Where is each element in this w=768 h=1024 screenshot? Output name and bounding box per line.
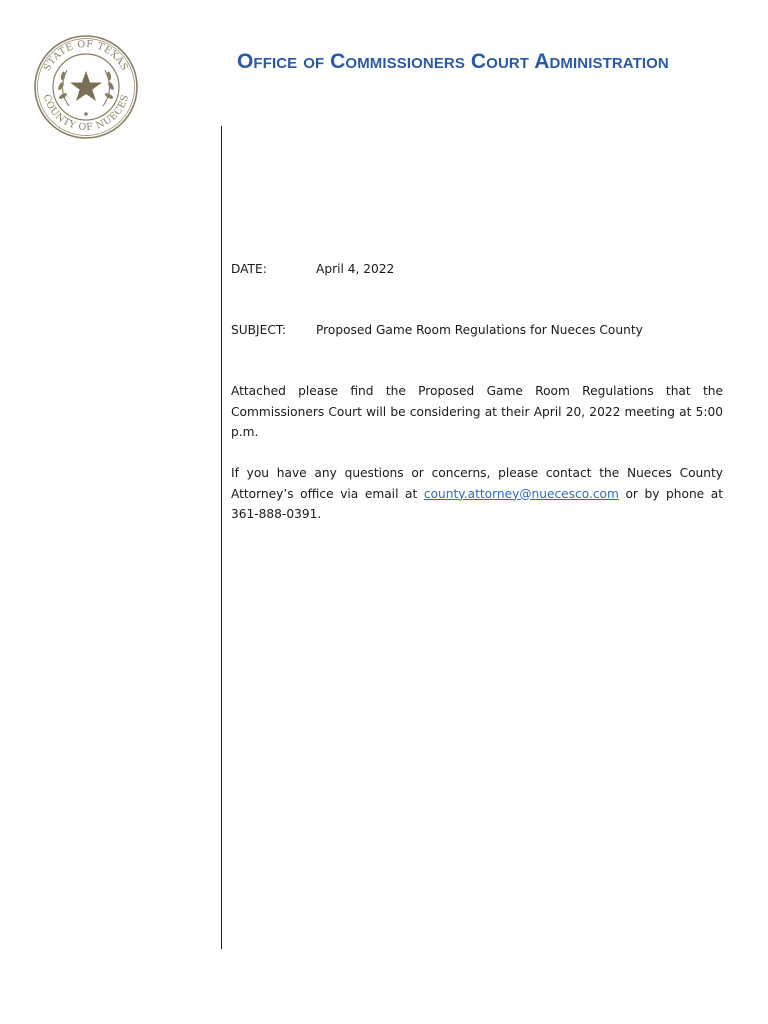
email-link[interactable]: county.attorney@nuecesco.com: [423, 486, 619, 501]
date-row: [231, 259, 723, 280]
subject-row: [231, 320, 723, 341]
star-icon: [70, 71, 102, 101]
body-paragraph-1: Attached please find the Proposed Game Room Regulations that the Commissioners Court will be considering at their April 20, 2022 meeting at 5:00 p.m.: [231, 384, 723, 439]
date-value: April 4, 2022: [316, 262, 395, 276]
svg-text:STATE OF TEXAS: [42, 39, 130, 73]
body-paragraph-2: [231, 463, 723, 525]
subject-label: SUBJECT:: [231, 323, 287, 337]
paragraph-2-text-before: If you have any questions or concerns, please contact the Nueces County Attorney’s office via email at: [231, 466, 723, 501]
subject-value: Proposed Game Room Regulations for Nueces County: [316, 323, 643, 337]
paragraph-2-text-after: or by phone at 361-888-0391.: [231, 486, 723, 521]
date-label: DATE:: [231, 262, 267, 276]
seal-text-bottom: COUNTY OF NUECES: [40, 93, 132, 134]
seal-text-top: STATE OF TEXAS: [41, 38, 131, 73]
vertical-divider: [221, 126, 222, 949]
office-title: Office of Commissioners Court Administration: [237, 50, 669, 73]
county-seal: [33, 34, 139, 140]
